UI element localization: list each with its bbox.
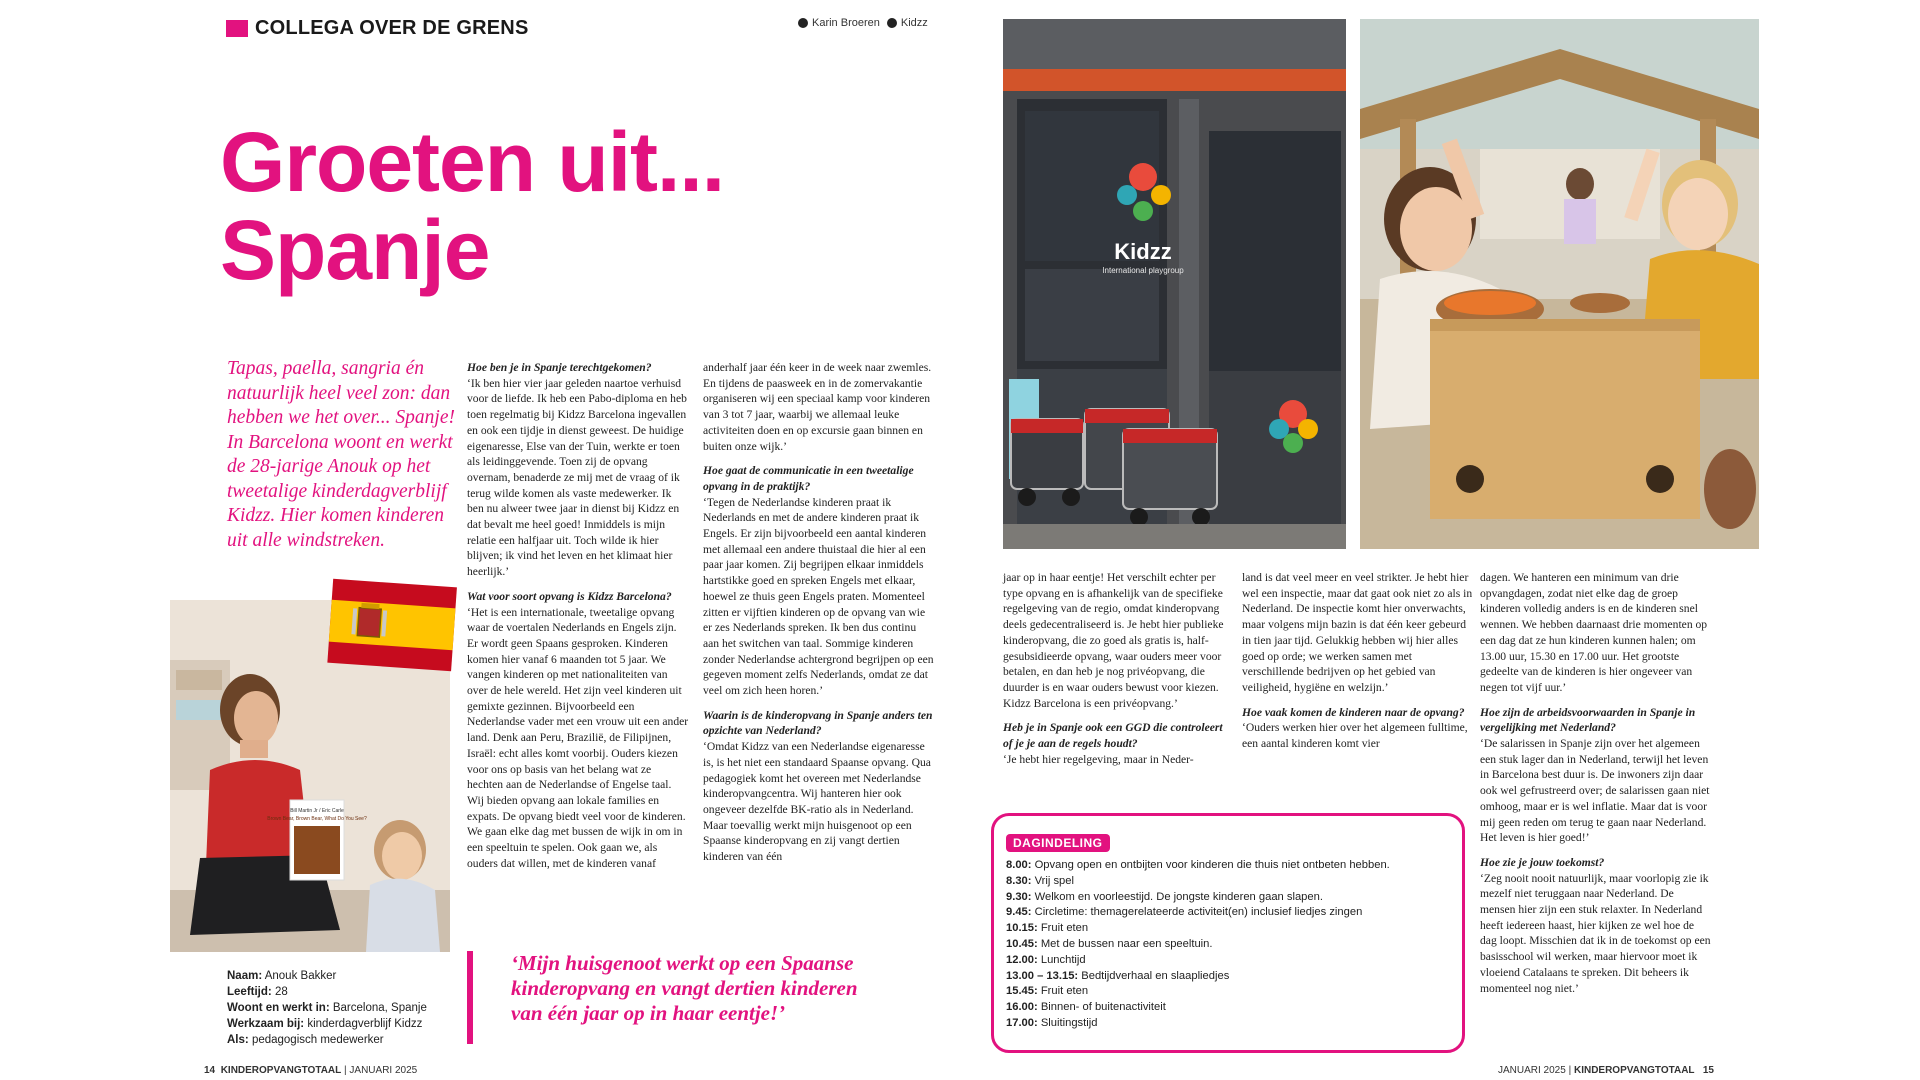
- schedule-time: 13.00 – 13.15:: [1006, 969, 1079, 982]
- interview-answer: ‘Ouders werken hier over het algemeen fulltime, een aantal kinderen komt vier: [1242, 721, 1468, 751]
- title-line-1: Groeten uit...: [220, 115, 725, 209]
- issue-left: JANUARI 2025: [349, 1065, 418, 1076]
- schedule-item: [1006, 858, 1390, 874]
- pull-quote: ‘Mijn huisgenoot werkt op een Spaanse kinderopvang en vangt dertien kinderen van één jaar op in haar eentje!’: [511, 951, 858, 1025]
- schedule-item: [1006, 1016, 1390, 1032]
- schedule-item: [1006, 874, 1390, 890]
- interview-answer: anderhalf jaar één keer in de week naar zwemles. En tijdens de paasweek en in de zomervakantie organiseren wij een speciaal kamp voor kinderen van 3 tot 7 jaar, waarbij we allemaal leuke activiteiten doen en op excursie gaan binnen en buiten onze wijk.’: [703, 361, 932, 453]
- book-title: Brown Bear, Brown Bear, What Do You See?: [267, 816, 367, 822]
- author-credit: Karin Broeren: [812, 17, 880, 29]
- title-line-2: Spanje: [220, 203, 490, 297]
- schedule-time: 12.00:: [1006, 953, 1038, 966]
- storefront-brand: Kidzz: [1114, 239, 1172, 264]
- schedule-time: 8.00:: [1006, 859, 1032, 871]
- schedule-activity: Fruit eten: [1040, 985, 1089, 998]
- interview-question: Hoe zie je jouw toekomst?: [1480, 855, 1605, 869]
- schedule-time: 9.30:: [1006, 890, 1032, 903]
- schedule-activity: Met de bussen naar een speeltuin.: [1040, 937, 1213, 950]
- interview-answer: ‘De salarissen in Spanje zijn over het algemeen een stuk lager dan in Nederland, terwijl het leven in Barcelona best duur is. De inwoners zijn daar ook wel gefrustreerd over; de salarissen gaan niet omhoog, maar er is wel inflatie. Maar dat is voor mij geen reden om terug te gaan naar Nederland. Het leven is hier goed!’: [1480, 737, 1710, 845]
- profile-row: Naam: Anouk Bakker: [227, 970, 337, 982]
- credits: [798, 17, 928, 29]
- schedule-activity: Welkom en voorleestijd. De jongste kinderen gaan slapen.: [1034, 890, 1323, 903]
- profile-row: Als: pedagogisch medewerker: [227, 1034, 384, 1046]
- interview-answer: dagen. We hanteren een minimum van drie opvangdagen, zodat niet elke dag de groep kinderen volledig anders is en de kinderen snel wennen. We hebben daarnaast drie momenten op een dag dat ze hun kinderen kunnen halen; om 13.00 uur, 15.30 en 17.00 uur. Het grootste gedeelte van de kinderen is hier ongeveer van negen tot vijf uur.’: [1480, 571, 1708, 694]
- section-marker: [226, 20, 248, 37]
- article-column-4: [1242, 570, 1474, 761]
- kidzz-storefront-photo: [1003, 19, 1346, 549]
- article-column-5: [1480, 570, 1712, 1005]
- section-label: COLLEGA OVER DE GRENS: [255, 17, 529, 39]
- schedule-time: 10.45:: [1006, 937, 1038, 950]
- photo-credit-icon: [887, 18, 897, 28]
- schedule-activity: Circletime: themagerelateerde activiteit(en) inclusief liedjes zingen: [1034, 906, 1363, 919]
- page-number-left: 14: [204, 1065, 216, 1076]
- interview-answer: land is dat veel meer en veel strikter. Je hebt hier wel een inspectie, maar dat gaat ook niet zo als in Nederland. De inspectie komt hier onverwachts, maar volgens mijn bazin is dat één keer gebeurd in tien jaar tijd. Gelukkig hebben wij hier alles goed op orde; we werken samen met verschillende bedrijven op het gebied van veiligheid, hygiëne en welzijn.’: [1242, 571, 1473, 694]
- interview-answer: ‘Ik ben hier vier jaar geleden naartoe verhuisd voor de liefde. Ik heb een Pabo-diploma en heb toen regelmatig bij Kidzz Barcelona ingevallen en ook een tijdje in dienst geweest. De huidige eigenaresse, Else van der Tuin, werkte er toen als leidinggevende. Toen zij de opvang overnam, benaderde ze mij met de vraag of ik terug wilde komen als vaste medewerker. Ik ben nu alweer twee jaar in dienst bij Kidzz en dat bevalt me heel goed! Inmiddels is mijn relatie een halfjaar uit. Toch wilde ik hier blijven; ik vind het leven en het klimaat hier heerlijk.’: [467, 376, 687, 579]
- schedule-activity: Sluitingstijd: [1040, 1016, 1098, 1029]
- schedule-activity: Bedtijdverhaal en slaapliedjes: [1081, 969, 1230, 982]
- storefront-tagline: International playgroup: [1102, 266, 1184, 275]
- interview-answer: ‘Tegen de Nederlandse kinderen praat ik Nederlands en met de andere kinderen praat ik Engels. Er zijn bijvoorbeeld een aantal kinderen met allemaal een andere thuistaal die hier al een paar jaar komen. Zij begrijpen elkaar inmiddels hartstikke goed en spreken Engels met elkaar, hoewel ze thuis geen Engels praten. Momenteel zitten er vijftien kinderen op de opvang van wie er zes Nederlands spreken. Ik ben dus continu aan het switchen van taal. Sommige kinderen zonder Nederlandse achtergrond begrijpen op een gegeven moment zelfs Nederlands, omdat ze dat veel om zich heen horen.’: [703, 495, 934, 698]
- interview-answer: ‘Het is een internationale, tweetalige opvang waar de voertalen Nederlands en Engels zijn. Er wordt geen Spaans gesproken. Kinderen komen hier vanaf 6 maanden tot 5 jaar. We vangen kinderen op met nationaliteiten van over de hele wereld. Het zijn veel kinderen uit gemixte gezinnen. Bijvoorbeeld een Nederlandse vader met een vrouw uit een ander land. Denk aan Peru, Brazilië, de Filipijnen, Israël: echt alles komt voorbij. Ouders kiezen voor ons op basis van het belang wat ze hechten aan de Nederlandse of Engelse taal. Wij bieden opvang aan lokale families en expats. De opvang biedt veel voor de kinderen. We gaan elke dag met bussen de wijk in om in een speeltuin te spelen. Ook gaan we, als ouders dat willen, met de kinderen vanaf: [467, 605, 689, 870]
- storefront-illustration: [1003, 19, 1346, 549]
- intro-text: Tapas, paella, sangria én natuurlijk heel veel zon: dan hebben we het over... Spanje! In Barcelona woont en werkt de 28-jarige Anouk op het tweetalige kinderdagverblijf Kidzz. Hier komen kinderen uit alle windstreken.: [227, 358, 455, 551]
- schedule-label: DAGINDELING: [1006, 834, 1110, 852]
- camera-icon: [798, 18, 808, 28]
- magazine-name-right: KINDEROPVANGTOTAAL: [1573, 1065, 1695, 1076]
- schedule-item: [1006, 921, 1390, 937]
- interview-answer: jaar op in haar eentje! Het verschilt echter per type opvang en is afhankelijk van de specifieke regelgeving van de regio, omdat kinderopvang deels gedecentraliseerd is. Je hebt hier publieke kinderopvang, die zo goed als gratis is, half-gesubsidieerde opvang, waar ouders meer voor betalen, en dan heb je nog privéopvang, die duurder is en waar ouders bewust voor kiezen. Kidzz Barcelona is een privéopvang.’: [1003, 571, 1224, 710]
- schedule-list: [1006, 858, 1390, 1032]
- schedule-box: [991, 813, 1465, 1053]
- page-number-right: 15: [1702, 1065, 1714, 1076]
- schedule-time: 16.00:: [1006, 1001, 1038, 1014]
- interview-answer: ‘Je hebt hier regelgeving, maar in Neder-: [1003, 752, 1194, 766]
- interview-question: Hoe ben je in Spanje terechtgekomen?: [467, 361, 652, 374]
- children-playing-illustration: [1360, 19, 1759, 549]
- article-column-1: [467, 360, 690, 881]
- photo-credit: Kidzz: [900, 17, 928, 29]
- schedule-time: 8.30:: [1006, 874, 1032, 887]
- footer-right: JANUARI 2025 | KINDEROPVANGTOTAAL 15: [1498, 1065, 1714, 1076]
- quote-bar: [467, 951, 473, 1044]
- interview-question: Heb je in Spanje ook een GGD die controleert of je je aan de regels houdt?: [1003, 721, 1223, 751]
- schedule-item: [1006, 905, 1390, 921]
- schedule-time: 9.45:: [1006, 906, 1032, 919]
- footer-left: 14 KINDEROPVANGTOTAAL | JANUARI 2025: [204, 1065, 418, 1076]
- book-authors: Bill Martin Jr / Eric Carle: [290, 808, 344, 814]
- children-playing-photo: [1360, 19, 1759, 549]
- issue-right: JANUARI 2025: [1498, 1065, 1566, 1076]
- profile-box: [227, 968, 457, 1048]
- schedule-item: [1006, 969, 1390, 985]
- schedule-item: [1006, 890, 1390, 906]
- profile-row: Woont en werkt in: Barcelona, Spanje: [227, 1002, 427, 1014]
- schedule-activity: Fruit eten: [1040, 922, 1089, 935]
- schedule-activity: Binnen- of buitenactiviteit: [1040, 1001, 1166, 1014]
- schedule-activity: Opvang open en ontbijten voor kinderen die thuis niet ontbeten hebben.: [1034, 859, 1390, 871]
- article-column-3: [1003, 570, 1235, 776]
- schedule-item: [1006, 937, 1390, 953]
- interview-answer: ‘Omdat Kidzz van een Nederlandse eigenaresse is, is het niet een standaard Spaanse opvang. Qua pedagogiek komt het overeen met Nederlandse kinderopvangcentra. Wij hanteren hier ook ongeveer dezelfde BK-ratio als in Nederland. Maar toevallig werkt mijn huisgenoot op een Spaanse kinderopvang en zij vangt dertien kinderen van één: [703, 740, 931, 864]
- schedule-item: [1006, 1000, 1390, 1016]
- profile-row: Werkzaam bij: kinderdagverblijf Kidzz: [227, 1018, 423, 1030]
- article-column-2: [703, 360, 935, 874]
- magazine-name-left: KINDEROPVANGTOTAAL: [220, 1065, 342, 1076]
- page-title: [220, 115, 725, 297]
- interview-question: Wat voor soort opvang is Kidzz Barcelona?: [467, 589, 672, 603]
- interview-question: Hoe vaak komen de kinderen naar de opvang?: [1242, 705, 1465, 719]
- schedule-item: [1006, 953, 1390, 969]
- schedule-time: 15.45:: [1006, 985, 1038, 998]
- interview-question: Hoe gaat de communicatie in een tweetalige opvang in de praktijk?: [703, 464, 914, 493]
- interview-question: Waarin is de kinderopvang in Spanje anders ten opzichte van Nederland?: [703, 708, 933, 738]
- schedule-activity: Vrij spel: [1034, 874, 1074, 887]
- schedule-activity: Lunchtijd: [1040, 953, 1086, 966]
- schedule-item: [1006, 984, 1390, 1000]
- spanish-flag-icon: [322, 577, 462, 677]
- interview-answer: ‘Zeg nooit nooit natuurlijk, maar voorlopig zie ik mezelf niet teruggaan naar Nederland. De mensen hier zijn een stuk relaxter. In Nederland heeft iedereen haast, hier kijken ze wel hoe de dag loopt. Misschien dat ik in de toekomst op een basisschool wil werken, maar hiervoor moet ik vloeiend Catalaans te spreken. Dit beheers ik momenteel nog niet.’: [1480, 871, 1711, 995]
- interview-question: Hoe zijn de arbeidsvoorwaarden in Spanje in vergelijking met Nederland?: [1480, 705, 1696, 735]
- schedule-time: 10.15:: [1006, 922, 1038, 935]
- schedule-time: 17.00:: [1006, 1016, 1038, 1029]
- profile-row: Leeftijd: 28: [227, 986, 288, 998]
